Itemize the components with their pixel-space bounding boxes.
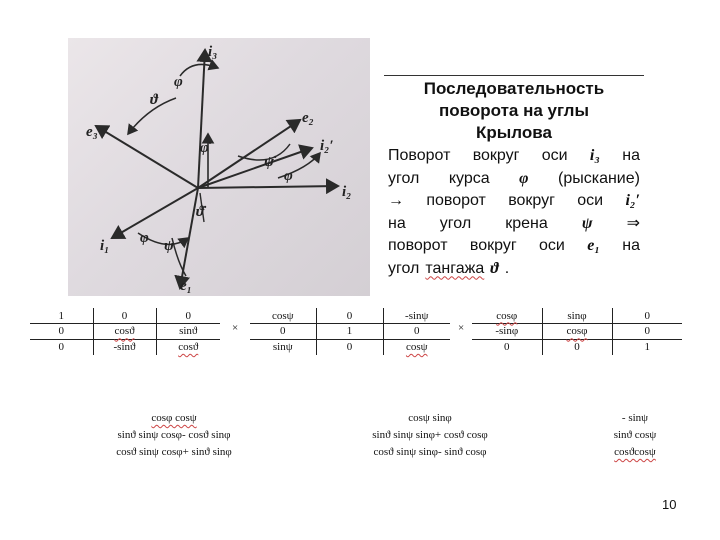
label-theta-dot: ϑ̇ [196, 204, 204, 220]
desc-line-3: → поворот вокруг оси i₂′ [388, 192, 640, 209]
e3-axis [96, 126, 198, 188]
e1-axis [180, 188, 198, 288]
label-i2-prime: i₂′ [320, 138, 334, 154]
label-theta-top: ϑ [150, 92, 158, 108]
i2-prime-axis [198, 148, 312, 188]
desc-line-1: Поворот вокруг оси i₃ на [388, 147, 640, 164]
matrix-phi: cosφ sinφ 0 -sinφ cosφ 0 0 0 1 [472, 308, 682, 355]
label-phi-dot: φ̇ [200, 140, 209, 156]
label-e2: e₂ [302, 110, 314, 126]
title-line-3: Крылова [476, 123, 552, 142]
multiply-sign-1: × [232, 322, 239, 334]
result-column-1: cosφ cosψ sinϑ sinψ cosφ- cosϑ sinφ cosϑ sinψ cosφ+ sinϑ sinφ [116, 412, 232, 458]
rotation-matrices [30, 308, 682, 358]
title-line-1: Последовательность [423, 79, 605, 98]
i3-axis [198, 50, 205, 188]
i1-axis [112, 188, 198, 238]
rotation-description [388, 145, 640, 280]
desc-line-6: угол тангажа ϑ . [388, 259, 510, 277]
matrix-theta: 1 0 0 0 cosϑ sinϑ 0 -sinϑ cosϑ [30, 308, 220, 355]
label-e3: e₃ [86, 124, 98, 140]
label-phi-low: φ [140, 230, 149, 246]
desc-line-2: угол курса φ (рыскание) [388, 169, 640, 187]
label-i2: i₂ [342, 184, 352, 200]
krylov-angles-figure [68, 38, 370, 296]
result-column-3: - sinψ sinϑ cosψ cosϑcosψ [613, 412, 657, 458]
matrix-psi: cosψ 0 -sinψ 0 1 0 sinψ 0 cosψ [250, 308, 450, 355]
phi-arc-top [180, 64, 218, 76]
desc-line-4: на угол крена ψ ⇒ [388, 214, 640, 232]
label-i3: i₃ [208, 44, 218, 60]
result-column-2: cosψ sinφ sinϑ sinψ sinφ+ cosϑ cosφ cosϑ sinψ sinφ- sinϑ cosφ [372, 412, 488, 458]
label-phi-top: φ [174, 74, 183, 90]
label-psi-low: ψ [164, 238, 175, 254]
multiply-sign-2: × [458, 322, 465, 334]
label-psi-dot: ψ̇ [264, 154, 275, 170]
page-number: 10 [662, 497, 677, 512]
label-i1: i₁ [100, 238, 110, 254]
desc-line-5: поворот вокруг оси e₁ на [388, 237, 640, 254]
label-phi-mid: φ [284, 168, 293, 184]
axes-diagram [68, 38, 370, 296]
label-e1: e₁ [180, 278, 192, 294]
title-rule [384, 75, 644, 76]
slide-title [384, 78, 644, 144]
i2-axis [198, 186, 338, 188]
title-line-2: поворота на углы [439, 101, 589, 120]
